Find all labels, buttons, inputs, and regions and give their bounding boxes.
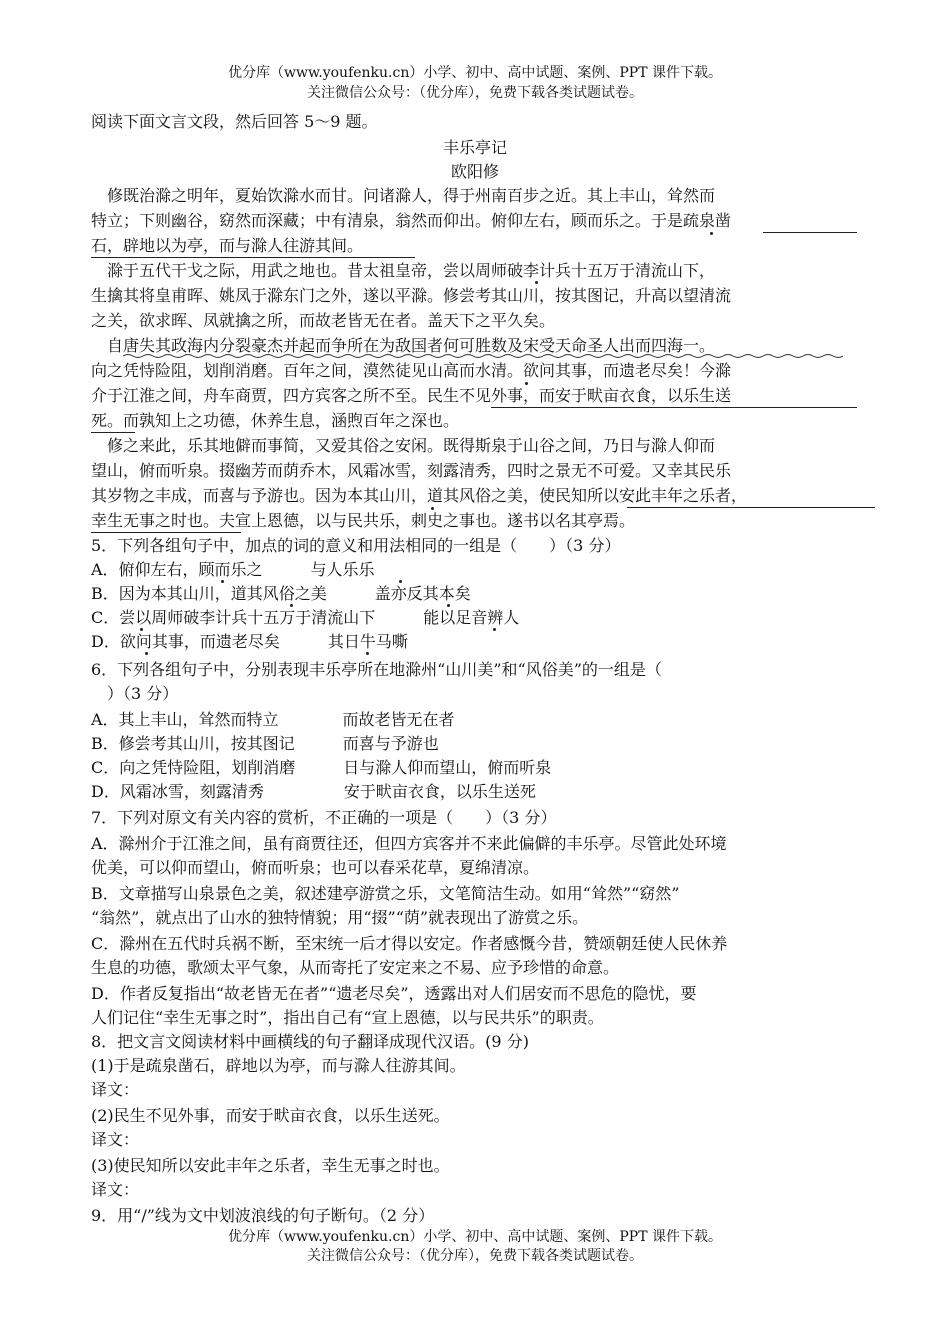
underline-sentence-2: [91, 432, 135, 433]
question-8-sentence-1: (1)于是疏泉凿石，辟地以为亭，而与滁人往游其间。: [91, 1056, 466, 1075]
wavy-underline: [123, 353, 843, 359]
passage-line: 修之来此，乐其地僻而事简，又爱其俗之安闲。既得斯泉于山谷之间，乃日与滁人仰而: [91, 436, 716, 455]
question-7-option-a-cont: 优美，可以仰而望山，俯而听泉；也可以春采花草，夏绵清凉。: [91, 858, 540, 877]
question-7-option-d-cont: 人们记住“幸生无事之时”，指出自己有“宣上恩德，以与民共乐”的职责。: [91, 1008, 604, 1027]
passage-line: 石，辟地以为亭，而与滁人往游其间。: [91, 236, 364, 255]
question-9-stem: 9．用“/”线为文中划波浪线的句子断句。（2 分）: [91, 1206, 435, 1225]
question-7-stem: 7．下列对原文有关内容的赏析，不正确的一项是（ ）（3 分）: [91, 808, 557, 827]
question-5-option-a: A．俯仰左右，顾而乐之 与人乐乐: [91, 560, 375, 579]
footer-line-2: 关注微信公众号：（优分库），免费下载各类试题试卷。: [307, 1248, 643, 1264]
emphasis-dot: [493, 628, 496, 631]
passage-line: 介于江淮之间，舟车商贾，四方宾客之所不至。民生不见外事，而安于畎亩衣食，以乐生送: [91, 386, 732, 405]
question-7-option-c: C．滁州在五代时兵祸不断，至宋统一后才得以安定。作者感慨今昔，赞颂朝廷使人民休养: [91, 934, 728, 953]
question-5-stem: 5．下列各组句子中，加点的词的意义和用法相同的一组是（ ）（3 分）: [91, 536, 621, 555]
emphasis-dot: [525, 382, 528, 385]
translation-label: 译文：: [91, 1130, 140, 1149]
question-7-option-b-cont: “翁然”，就点出了山水的独特情貌；用“掇”“荫”就表现出了游赏之乐。: [91, 908, 589, 927]
question-5-option-b: B．因为本其山川，道其风俗之美 盖亦反其本矣: [91, 584, 471, 603]
question-8-stem: 8．把文言文阅读材料中画横线的句子翻译成现代汉语。(9 分): [91, 1032, 529, 1051]
translation-label: 译文：: [91, 1180, 140, 1199]
question-5-option-d: D．欲问其事，而遗老尽矣 其日牛马嘶: [91, 632, 408, 651]
emphasis-dot: [399, 580, 402, 583]
question-6-stem-cont: ）（3 分）: [91, 684, 179, 703]
question-6-option-a: A．其上丰山，耸然而特立 而故老皆无在者: [91, 710, 455, 729]
question-7-option-d: D．作者反复指出“故老皆无在者”“遗老尽矣”，透露出对人们居安而不思危的隐忧，要: [91, 984, 697, 1003]
question-6-stem: 6．下列各组句子中，分别表现丰乐亭所在地滁州“山川美”和“风俗美”的一组是（: [91, 660, 662, 679]
emphasis-dot: [366, 652, 369, 655]
essay-title: 丰乐亭记: [442, 138, 507, 157]
passage-line: 死。而孰知上之功德，休养生息，涵煦百年之深也。: [91, 411, 460, 430]
question-6-option-d: D．风霜冰雪，刻露清秀 安于畎亩衣食，以乐生送死: [91, 782, 536, 801]
question-5-option-c: C．尝以周师破李计兵十五万于清流山下 能以足音辨人: [91, 608, 520, 627]
passage-line: 修既治滁之明年，夏始饮滁水而甘。问诸滁人，得于州南百步之近。其上丰山，耸然而: [91, 186, 716, 205]
passage-line: 望山，俯而听泉。掇幽芳而荫乔木，风霜冰雪，刻露清秀，四时之景无不可爱。又幸其民乐: [91, 461, 732, 480]
passage-line: 幸生无事之时也。夫宣上恩德，以与民共乐，刺史之事也。遂书以名其亭焉。: [91, 511, 636, 530]
header-line-1: 优分库（www.youfenku.cn）小学、初中、高中试题、案例、PPT 课件下载。: [227, 65, 722, 81]
passage-line: 自唐失其政海内分裂豪杰并起而争所在为敌国者何可胜数及宋受天命圣人出而四海一。: [91, 336, 716, 355]
question-8-sentence-3: (3)使民知所以安此丰年之乐者，幸生无事之时也。: [91, 1156, 450, 1175]
passage-line: 之关，欲求晖、凤就擒之所，而故老皆无在者。盖天下之平久矣。: [91, 311, 556, 330]
question-6-option-b: B．修尝考其山川，按其图记 而喜与予游也: [91, 734, 439, 753]
emphasis-dot: [221, 580, 224, 583]
header-line-2: 关注微信公众号：（优分库），免费下载各类试题试卷。: [307, 85, 643, 101]
emphasis-dot: [431, 507, 434, 510]
passage-line: 滁于五代干戈之际，用武之地也。昔太祖皇帝，尝以周师破李计兵十五万于清流山下，: [91, 261, 716, 280]
passage-line: 生擒其将皇甫晖、姚凤于滁东门之外，遂以平滁。修尝考其山川，按其图记，升高以望清流: [91, 286, 732, 305]
underline-sentence-1: [763, 232, 857, 233]
question-7-option-a: A．滁州介于江淮之间，虽有商贾往还，但四方宾客并不来此偏僻的丰乐亭。尽管此处环境: [91, 834, 727, 853]
underline-sentence-2: [491, 407, 857, 408]
emphasis-dot: [535, 281, 538, 284]
underline-sentence-1: [91, 257, 415, 258]
footer-line-1: 优分库（www.youfenku.cn）小学、初中、高中试题、案例、PPT 课件下载。: [227, 1229, 722, 1245]
question-7-option-b: B．文章描写山泉景色之美，叙述建亭游赏之乐，文笔简洁生动。如用“耸然”“窈然”: [91, 884, 680, 903]
underline-sentence-3: [91, 532, 241, 533]
emphasis-dot: [710, 232, 713, 235]
passage-line: 其岁物之丰成，而喜与予游也。因为本其山川，道其风俗之美，使民知所以安此丰年之乐者，: [91, 486, 748, 505]
question-8-sentence-2: (2)民生不见外事，而安于畎亩衣食，以乐生送死。: [91, 1106, 450, 1125]
underline-sentence-3: [627, 507, 875, 508]
emphasis-dot: [140, 628, 143, 631]
passage-line: 特立；下则幽谷，窈然而深藏；中有清泉，翁然而仰出。俯仰左右，顾而乐之。于是疏泉凿: [91, 211, 732, 230]
emphasis-dot: [290, 604, 293, 607]
emphasis-dot: [447, 604, 450, 607]
translation-label: 译文：: [91, 1080, 140, 1099]
emphasis-dot: [145, 652, 148, 655]
question-6-option-c: C．向之凭恃险阻，划削消磨 日与滁人仰而望山，俯而听泉: [91, 758, 552, 777]
essay-author: 欧阳修: [450, 162, 499, 181]
question-7-option-c-cont: 生息的功德，歌颂太平气象，从而寄托了安定来之不易、应予珍惜的命意。: [91, 958, 620, 977]
reading-intro: 阅读下面文言文段，然后回答 5～9 题。: [91, 112, 378, 131]
passage-line: 向之凭恃险阻，划削消磨。百年之间，漠然徒见山高而水清。欲问其事，而遗老尽矣！今滁: [91, 361, 732, 380]
